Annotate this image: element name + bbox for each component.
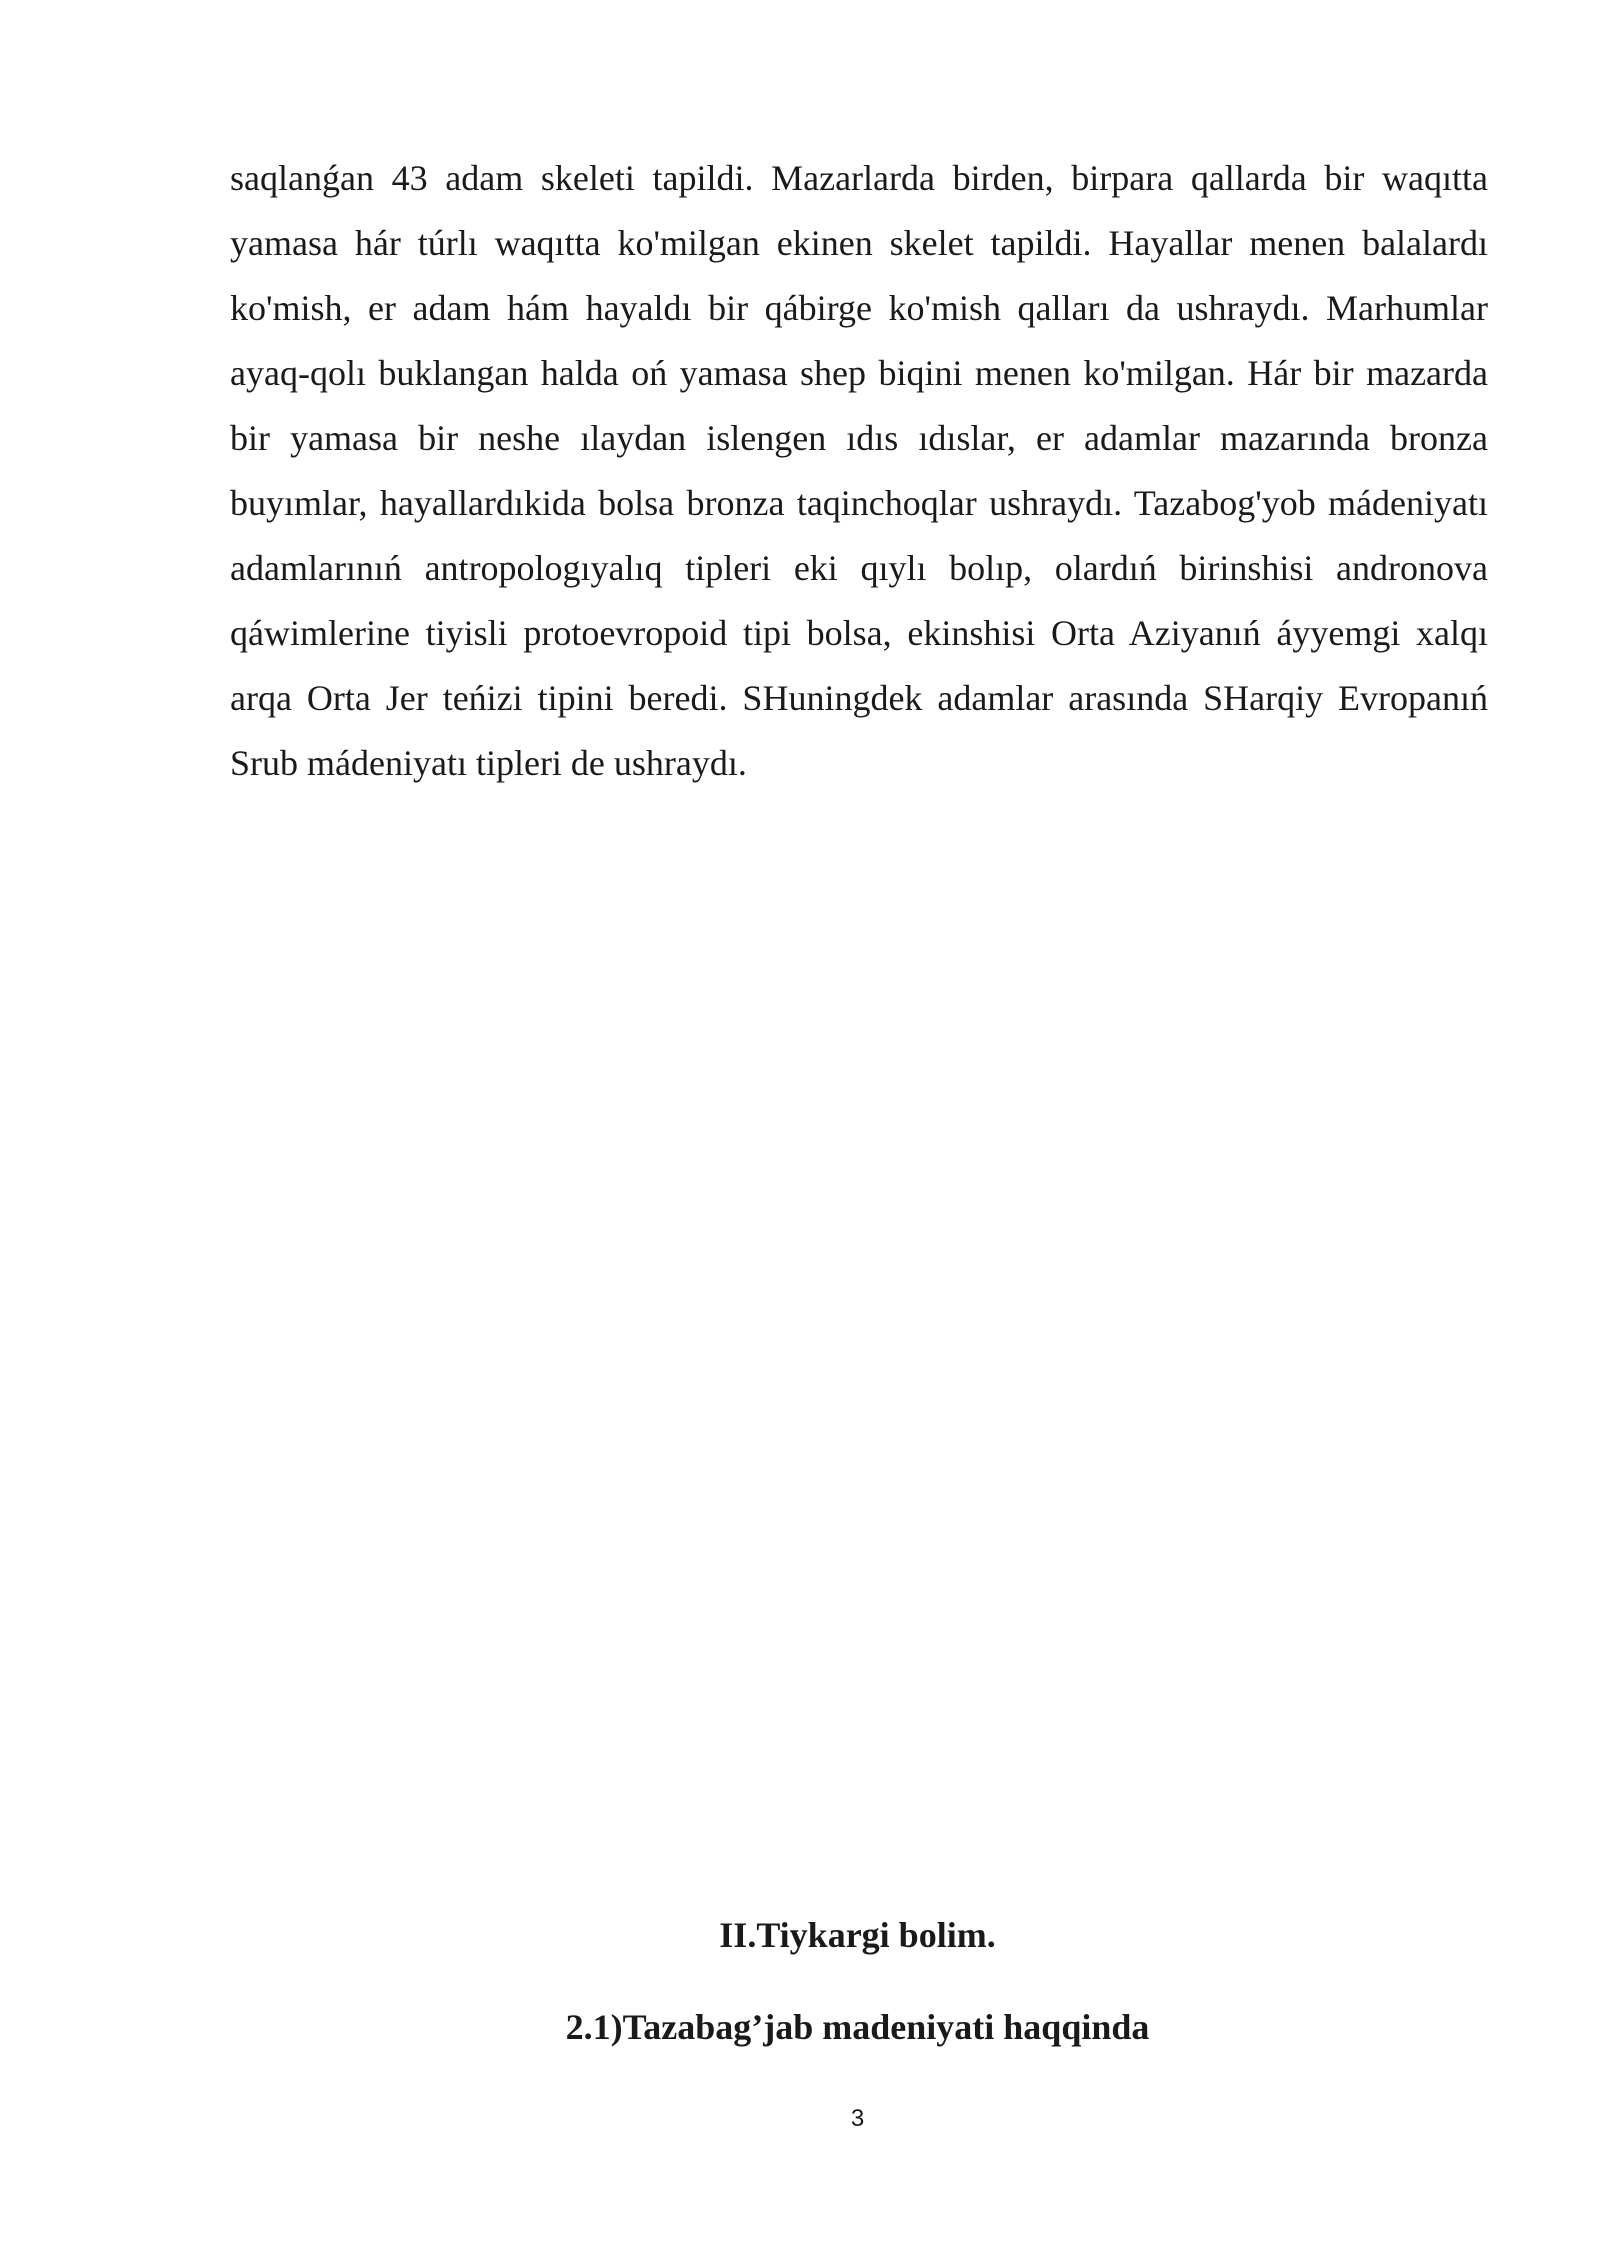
body-paragraph: saqlanǵan 43 adam skeleti tapildi. Mazarlarda birden, birpara qallarda bir waqıtta yamasa hár túrlı waqıtta ko'milgan ekinen skelet tapildi. Hayallar menen balalardı ko'mish, er adam hám hayaldı bir qábirge ko'mish qalları da ushraydı. Marhumlar ayaq-qolı buklangan halda oń yamasa shep biqini menen ko'milgan. Hár bir mazarda bir yamasa bir neshe ılaydan islengen ıdıs ıdıslar, er adamlar mazarında bronza buyımlar, hayallardıkida bolsa bronza taqinchoqlar ushraydı. Tazabog'yob mádeniyatı adamlarınıń antropologıyalıq tipleri eki qıylı bolıp, olardıń birinshisi andronova qáwimlerine tiyisli protoevropoid tipi bolsa, ekinshisi Orta Aziyanıń áyyemgi xalqı arqa Orta Jer teńizi tipini beredi. SHuningdek adamlar arasında SHarqiy Evropanıń Srub mádeniyatı tipleri de ushraydı.: [230, 158, 1488, 783]
page-number: 3: [850, 2105, 865, 2132]
section-heading: II.Tiykargi bolim.: [719, 1915, 996, 1955]
subsection-heading: 2.1)Tazabag’jab madeniyati haqqinda: [565, 2007, 1150, 2047]
